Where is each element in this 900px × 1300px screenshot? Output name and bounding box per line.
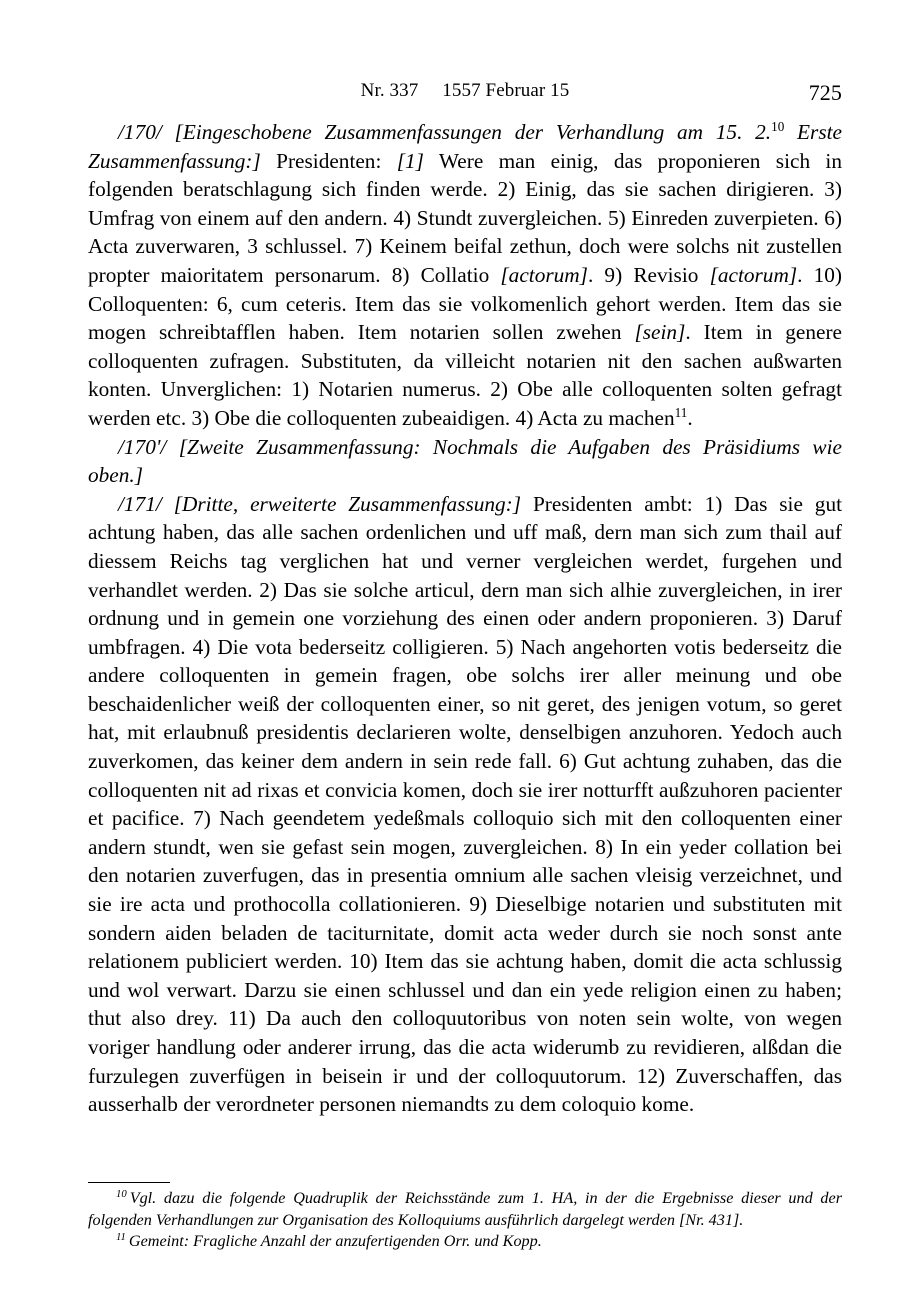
third-summary-heading: [Dritte, erweiterte Zusammenfassung:] (173, 491, 522, 516)
folio-marker-170v: /170'/ (118, 434, 167, 459)
first-summary-heading-part1: [Eingeschobene Zusammenfassungen der Verhandlung am 15. 2. (174, 120, 772, 144)
footnote-reference-11[interactable]: 11 (674, 404, 688, 420)
body-text (88, 118, 842, 1119)
footnote-reference-10[interactable]: 10 (771, 118, 785, 134)
footnote-number-11: 11 (116, 1230, 126, 1243)
first-summary-text-2: Were man einig, das proponieren sich in folgenden beratschlagung sich finden werde. 2) Einig, das sie sachen dirigieren. 3) Umfrag von einem auf den andern. 4) Stundt zuvergleichen. 5) Einreden zuverpieten. 6) Acta zuverwaren, 3 schlussel. 7) Keinem beifal zethun, doch were solchs nit zustellen propter maioritatem personarum. 8) Collatio (88, 148, 842, 287)
sein-italic: [sein] (634, 320, 686, 345)
first-summary-text-1: Presidenten: (260, 148, 397, 173)
page-number: 725 (808, 80, 842, 105)
first-summary-heading-part2: Erste Zusammenfassung:] (88, 120, 843, 173)
item-marker-1: [1] (396, 148, 424, 173)
footnote-item (88, 1188, 842, 1231)
footnote-number-10: 10 (116, 1187, 127, 1200)
page-header (88, 80, 842, 106)
first-summary-text-3: . 9) Revisio (587, 262, 710, 287)
first-summary-text-5: . Item in genere colloquenten zufragen. Substituten, da villeicht notarien nit den sachen außwarten konten. Unverglichen: 1) Notarien numerus. 2) Obe alle colloquenten solten gefragt werden etc. 3) Obe die colloquenten zubeaidigen. 4) Acta zu machen (88, 320, 842, 430)
footnote-text-11: Gemeint: Fragliche Anzahl der anzufertigenden Orr. und Kopp. (128, 1232, 542, 1250)
paragraph-third-summary (88, 490, 842, 1119)
footnote-separator-rule (88, 1182, 170, 1183)
third-summary-text: Presidenten ambt: 1) Das sie gut achtung haben, das alle sachen ordenlichen und uff maß, dern man sich zum thail auf diessem Reichs tag verglichen hat und verner vergleichen werdet, furgehen und verhandlet werden. 2) Das sie solche articul, dern man sich alhie zuvergleichen, in irer ordnung und in gemein one vorziehung des einen oder andern proponieren. 3) Daruf umbfragen. 4) Die vota bederseitz colligieren. 5) Nach angehorten votis bederseitz die andere colloquenten in gemein fragen, obe solchs irer aller meinung und obe beschaidenlicher weiß der colloquenten einer, so nit geret, des jenigen votum, so geret hat, mit erlaubnuß presidentis declarieren wolte, denselbigen anzuhoren. Yedoch auch zuverkomen, das keiner dem andern in sein rede fall. 6) Gut achtung zuhaben, das die colloquenten nit ad rixas et convicia komen, doch sie irer notturfft außzuhoren pacienter et pacifice. 7) Nach geendetem yedeßmals colloquio sich mit den colloquenten einer andern stundt, wen sie gefast sein mogen, zuvergleichen. 8) In ein yeder collation bei den notarien zuverfugen, das in presentia omnium alle sachen vleisig verzeichnet, und sie ire acta und prothocolla collationieren. 9) Dieselbige notarien und substituten mit sondern aiden beladen de taciturnitate, domit acta weder durch sie noch sonst ante relationem publiciert werden. 10) Item das sie achtung haben, domit die acta schlussig und wol verwart. Darzu sie einen schlussel und dan ein yede religion einen zu haben; thut also drey. 11) Da auch den colloquutoribus von noten sein wolte, von wegen voriger handlung oder anderer irrung, das die acta widerumb zu revidieren, alßdan die furzulegen zuverfügen in beisein ir und der colloquutorum. 12) Zuverschaffen, das ausserhalb der verordneter personen niemandts zu dem coloquio kome. (88, 491, 843, 1117)
folio-marker-171: /171/ (118, 491, 162, 516)
first-summary-text-4: . 10) Colloquenten: 6, cum ceteris. Item das sie volkomenlich gehort werden. Item das sie mogen schreibtafflen haben. Item notarien sollen zwehen (88, 262, 842, 345)
footnote-text-10: Vgl. dazu die folgende Quadruplik der Reichsstände zum 1. HA, in der die Ergebnisse dieser und der folgenden Verhandlungen zur Organisation des Kolloquiums ausführlich dargelegt werden [Nr. 431]. (88, 1189, 842, 1229)
actorum-italic-1: [actorum] (500, 262, 588, 287)
first-summary-text-6: . (687, 405, 693, 430)
paragraph-second-summary (88, 433, 842, 490)
footnote-item (88, 1231, 842, 1253)
actorum-italic-2: [actorum] (709, 262, 798, 287)
second-summary-heading: [Zweite Zusammenfassung: Nochmals die Aufgaben des Präsidiums wie oben.] (88, 434, 842, 488)
paragraph-first-summary (88, 118, 842, 433)
footnote-section (88, 1182, 842, 1253)
header-document-reference: Nr. 337 1557 Februar 15 (360, 80, 570, 101)
folio-marker-170: /170/ (118, 120, 162, 144)
